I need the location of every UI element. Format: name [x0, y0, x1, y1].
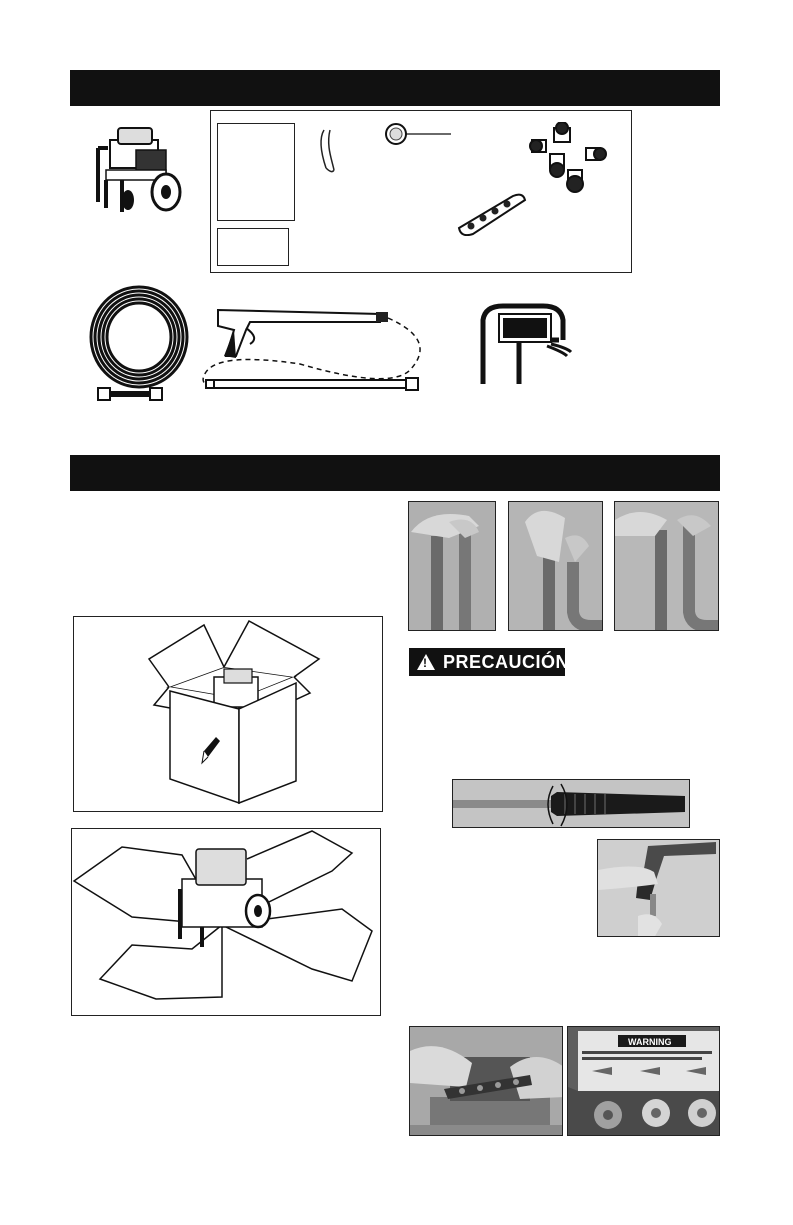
- handle-icon: [463, 300, 575, 388]
- caution-badge: [409, 648, 570, 676]
- nozzle-holder-decal-photo: [567, 1026, 720, 1136]
- spray-gun-icon: [190, 300, 440, 408]
- manual-placeholder: [217, 123, 295, 221]
- warning-decal-text: WARNING: [628, 1037, 672, 1047]
- section-header-assembly: [70, 455, 720, 491]
- unboxing-figure: [73, 616, 383, 812]
- unfolded-box-figure: [71, 828, 381, 1016]
- nozzle-set-icon: [528, 122, 608, 194]
- oil-bottle-icon: [383, 122, 453, 152]
- handle-step-photo-2: [508, 501, 603, 631]
- section-header-contents: [70, 70, 720, 106]
- caution-label: PRECAUCIÓN: [443, 651, 570, 672]
- handle-step-photo-1: [408, 501, 496, 631]
- wand-connection-photo: [452, 779, 690, 828]
- card-placeholder: [217, 228, 289, 266]
- tubing-icon: [316, 126, 356, 176]
- nozzle-holder-install-photo: [409, 1026, 563, 1136]
- warning-triangle-icon: [417, 654, 435, 670]
- gun-connection-photo: [597, 839, 720, 937]
- high-pressure-hose-icon: [84, 282, 194, 412]
- pressure-washer-icon: [88, 120, 198, 220]
- handle-step-photo-3: [614, 501, 719, 631]
- nozzle-holder-icon: [453, 190, 529, 236]
